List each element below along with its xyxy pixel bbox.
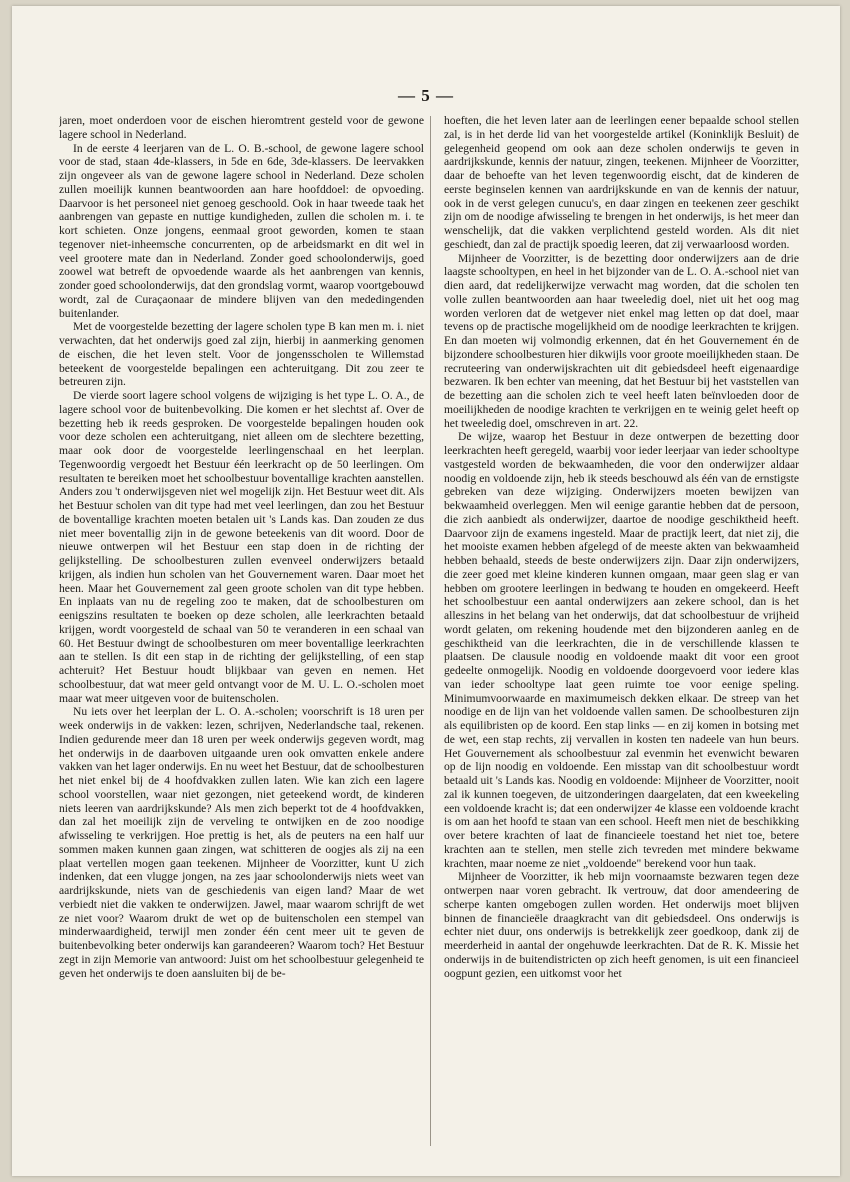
paragraph: Nu iets over het leerplan der L. O. A.-scholen; voorschrift is 18 uren per week onderwijs in de vakken: lezen, schrijven, Nederlandsche taal, rekenen. Indien gedurende meer dan 18 uren per week onderwijs gegeven wordt, mag het onderwijs in de daarboven uitgaande uren ook omvatten enkele andere vakken van het lager onderwijs. En nu weet het Bestuur, dat de schoolbesturen het niet enkel bij de 4 hoofdvakken zullen laten. Wie kan zich een lagere school voorstellen, waar niet gezongen, niet geteekend wordt, de kinderen niets leeren van aardrijkskunde? Als men zich beperkt tot de 4 hoofdvakken, dan zal het moeilijk zijn de verveling te ontwijken en de zoo noodige afwisseling te verkrijgen. Hoe prettig is het, als de peuters na een half uur sommen maken kunnen gaan zingen, wat schitteren de oogjes als zij na een plaat vertellen mogen gaan teekenen. Mijnheer de Voorzitter, kunt U zich indenken, dat een vlugge jongen, na zes jaar schoolonderwijs niets weet van aardrijkskunde, niets van de geschiedenis van eigen land? Maar de wet verbiedt niet die vakken te onderwijzen. Jawel, maar waarom schrijft de wet ze niet voor? Waarom drukt de wet op de buitenscholen een stempel van minderwaardigheid, terwijl men zonder één cent meer uit te geven de buitenbevolking beter onderwijs kan garandeeren? Waarom toch? Het Bestuur zegt in zijn Memorie van antwoord: Juist om het schoolbestuur gelegenheid te geven het onderwijs te doen aansluiten bij de be- [59, 705, 424, 980]
paragraph: Mijnheer de Voorzitter, is de bezetting door onderwijzers aan de drie laagste schooltypen, en heel in het bijzonder van de L. O. A.-school niet van dien aard, dat redelijkerwijze verwacht mag worden, dat die scholen ten volle zullen beantwoorden aan haar tweeledig doel, niet uit het oog mag worden verloren dat de wetgever niet enkel mag letten op dat doel, maar tevens op de practische mogelijkheid om de noodige leerkrachten te krijgen. En dan moeten wij volmondig erkennen, dat én het Gouvernement én de bijzondere schoolbesturen hier dikwijls voor groote moeilijkheden staan. De recruteering van onderwijskrachten uit dit gebiedsdeel heeft eigenaardige bezwaren. Ik ben echter van meening, dat het Bestuur bij het vaststellen van de bezetting aan die scholen zich te veel heeft laten beïnvloeden door de moeilijkheden de noodige krachten te verkrijgen en te weinig gelet heeft op het tweeledig doel, omschreven in art. 22. [444, 251, 799, 430]
page-number: — 5 — [398, 86, 454, 105]
document-page [12, 6, 840, 1176]
paragraph: De wijze, waarop het Bestuur in deze ontwerpen de bezetting door leerkrachten heeft geregeld, waarbij voor ieder leerjaar van ieder schooltype vastgesteld worden de bekwaamheden, die voor den onderwijzer aldaar noodig en voldoende zijn, heb ik steeds beschouwd als één van de ernstigste gebreken van deze wijziging. Onderwijzers moeten bewijzen van bekwaamheid overleggen. Men wil eenige garantie hebben dat de persoon, die zich aanbiedt als onderwijzer, daartoe de noodige geschiktheid heeft. Daarvoor zijn de examens ingesteld. Maar de practijk leert, dat niet zij, die het mooiste examen hebben afgelegd of de meeste akten van bekwaamheid hebben behaald, steeds de beste onderwijzers zijn. Daar zijn onderwijzers, die zeer goed met kleine kinderen kunnen omgaan, maar geen slag er van hebben om grootere leerlingen in bedwang te houden en omgekeerd. Heeft het schoolbestuur een aantal onderwijzers aan zekere school, dan is het alleszins in het belang van het onderwijs, dat dat schoolbestuur de vrijheid wordt gelaten, om rekening houdende met den bijzonderen aanleg en de geschiktheid van die leerkrachten, die in de verschillende klassen te plaatsen. De clausule noodig en voldoende maakt dit voor een groot gedeelte onmogelijk. Noodig en voldoende doorgevoerd voor iedere klas van ieder schooltype laat geen ruimte toe voor eenige speling. Minimumvoorwaarde en maximumeisch dekken elkaar. De streep van het noodige en de lijn van het voldoende vallen samen. De schoolbesturen zijn als equilibristen op de koord. Een stap links — en zij komen in botsing met de wet, een stap rechts, zij vervallen in kosten ten nadeele van hun beurs. Het Gouvernement als schoolbestuur zal evenmin het evenwicht bewaren op de lijn noodig en voldoende. Een misstap van dit schoolbestuur wordt betaald uit 's Lands kas. Noodig en voldoende: Mijnheer de Voorzitter, nooit zal ik kunnen toegeven, de uitzonderingen daargelaten, dat een kweekeling een voldoende kracht is; dat een onderwijzer 4e klasse een voldoende kracht is om aan het hoofd te staan van een school. Heeft men niet de beschikking over betere krachten of laat de financieele toestand het niet toe, betere krachten aan te stellen, men stelle zich tevreden met mindere bekwame krachten, maar noeme ze niet „voldoende" berekend voor hun taak. [444, 430, 799, 870]
paragraph: hoeften, die het leven later aan de leerlingen eener bepaalde school stellen zal, is in het derde lid van het voorgestelde artikel (Koninklijk Besluit) de gelegenheid geopend om ook aan deze scholen onderwijs te geven in aardrijkskunde, kennis der natuur, zingen, teekenen. Mijnheer de Voorzitter, daar de behoefte van het leven tegenwoordig eischt, dat de kinderen de eerste beginselen kennen van aardrijkskunde en van de kennis der natuur, ook in de verst gelegen cunucu's, en daar zingen en teekenen zeer geschikt zijn om de noodige afwisseling te brengen in het onderwijs, is het meer dan wenschelijk, dat die vakken verplichtend gesteld worden. Als dit niet geschiedt, dan zal de practijk spoedig leeren, dat zij verwaarloosd worden. [444, 114, 799, 251]
column-divider [430, 116, 431, 1146]
paragraph: jaren, moet onderdoen voor de eischen hieromtrent gesteld voor de gewone lagere school in Nederland. [59, 114, 424, 141]
paragraph: De vierde soort lagere school volgens de wijziging is het type L. O. A., de lagere school voor de buitenbevolking. Die komen er het slechtst af. Over de bezetting heb ik reeds gesproken. De voorgestelde bepalingen houden ook voor deze scholen een achteruitgang, niet alleen om de slechtere bezetting, maar ook door de voorgestelde leerlingenschaal en het leerplan. Tegenwoordig vergoedt het Bestuur één leerkracht op de 50 leerlingen. Om resultaten te bereiken moet het schoolbestuur boventallige krachten aanstellen. Anders zou 't onderwijsgeven niet wel mogelijk zijn. Het Bestuur weet dit. Als het Bestuur scholen van dit type had met veel leerlingen, dan zou het Bestuur de boventallige krachten moeten betalen uit 's Lands kas. Dan zouden ze dus niet meer boventallig zijn in de gewone beteekenis van dit woord. Door de nieuwe ontwerpen wil het Bestuur een stap doen in de richting der gelijkstelling. De schoolbesturen zullen evenveel onderwijzers betaald krijgen, als indien hun scholen van het Gouvernement waren. Daar moet het heen. Maar het Gouvernement zal geen groote scholen van dit type hebben. En inplaats van nu de regeling zoo te maken, dat de schoolbesturen om eenigszins resultaten te boeken op deze scholen, alle leerkrachten betaald krijgen, wordt voorgesteld de schaal van 50 te veranderen in een schaal van 60. Het Bestuur dwingt de schoolbesturen om meer boventallige leerkrachten aan te stellen. Is dit een stap in de richting der gelijkstelling, of een stap achteruit? Het Bestuur houdt blijkbaar van geven en nemen. Het schoolbestuur, dat wat meer geld ontvangt voor de M. U. L. O.-scholen moet maar wat meer uitgeven voor de buitenscholen. [59, 389, 424, 705]
paragraph: In de eerste 4 leerjaren van de L. O. B.-school, de gewone lagere school voor de stad, staan 4de-klassers, in 5de en 6de, 3de-klassers. De leervakken zijn ongeveer als van de gewone lagere school in Nederland. Deze scholen zullen moeilijk kunnen beantwoorden aan hare hoofddoel: de opvoeding. Daarvoor is het personeel niet genoeg geschoold. Ook in haar tweede taak het aanbrengen van gepaste en nuttige kundigheden, zullen die scholen m. i. te kort schieten. Onze jongens, eenmaal groot geworden, komen te staan tegenover niet-inheemsche concurrenten, op de arbeidsmarkt en dit wel in veel grootere mate dan in Nederland. Zonder goed schoolonderwijs, goed zoowel wat betreft de opvoedende waarde als het aanbrengen van kennis, zonder goed schoolonderwijs, dat den grondslag vormt, waarop voortgebouwd wordt, zal de Curaçaonaar de mindere blijven van den mededingenden buitenlander. [59, 141, 424, 320]
right-column [444, 114, 799, 1144]
paragraph: Met de voorgestelde bezetting der lagere scholen type B kan men m. i. niet verwachten, dat het onderwijs goed zal zijn, hierbij in aanmerking genomen de eischen, die het leven stelt. Voor de jongensscholen te Willemstad beteekent de voorgestelde bepalingen een achteruitgang. Dit zou zeer te betreuren zijn. [59, 320, 424, 389]
left-column [59, 114, 424, 1144]
paragraph: Mijnheer de Voorzitter, ik heb mijn voornaamste bezwaren tegen deze ontwerpen naar voren gebracht. Ik vertrouw, dat door amendeering de scherpe kanten omgebogen zullen worden. Het onderwijs moet blijven binnen de financieële draagkracht van dit gebiedsdeel. Ons onderwijs is echter niet duur, ons onderwijs is betrekkelijk zeer goedkoop, dank zij de meerderheid in aantal der ongehuwde leerkrachten. Dat de R. K. Missie het onderwijs in de buitendistricten op zich heeft genomen, is uit een financieel oogpunt gezien, een uitkomst voor het [444, 870, 799, 980]
